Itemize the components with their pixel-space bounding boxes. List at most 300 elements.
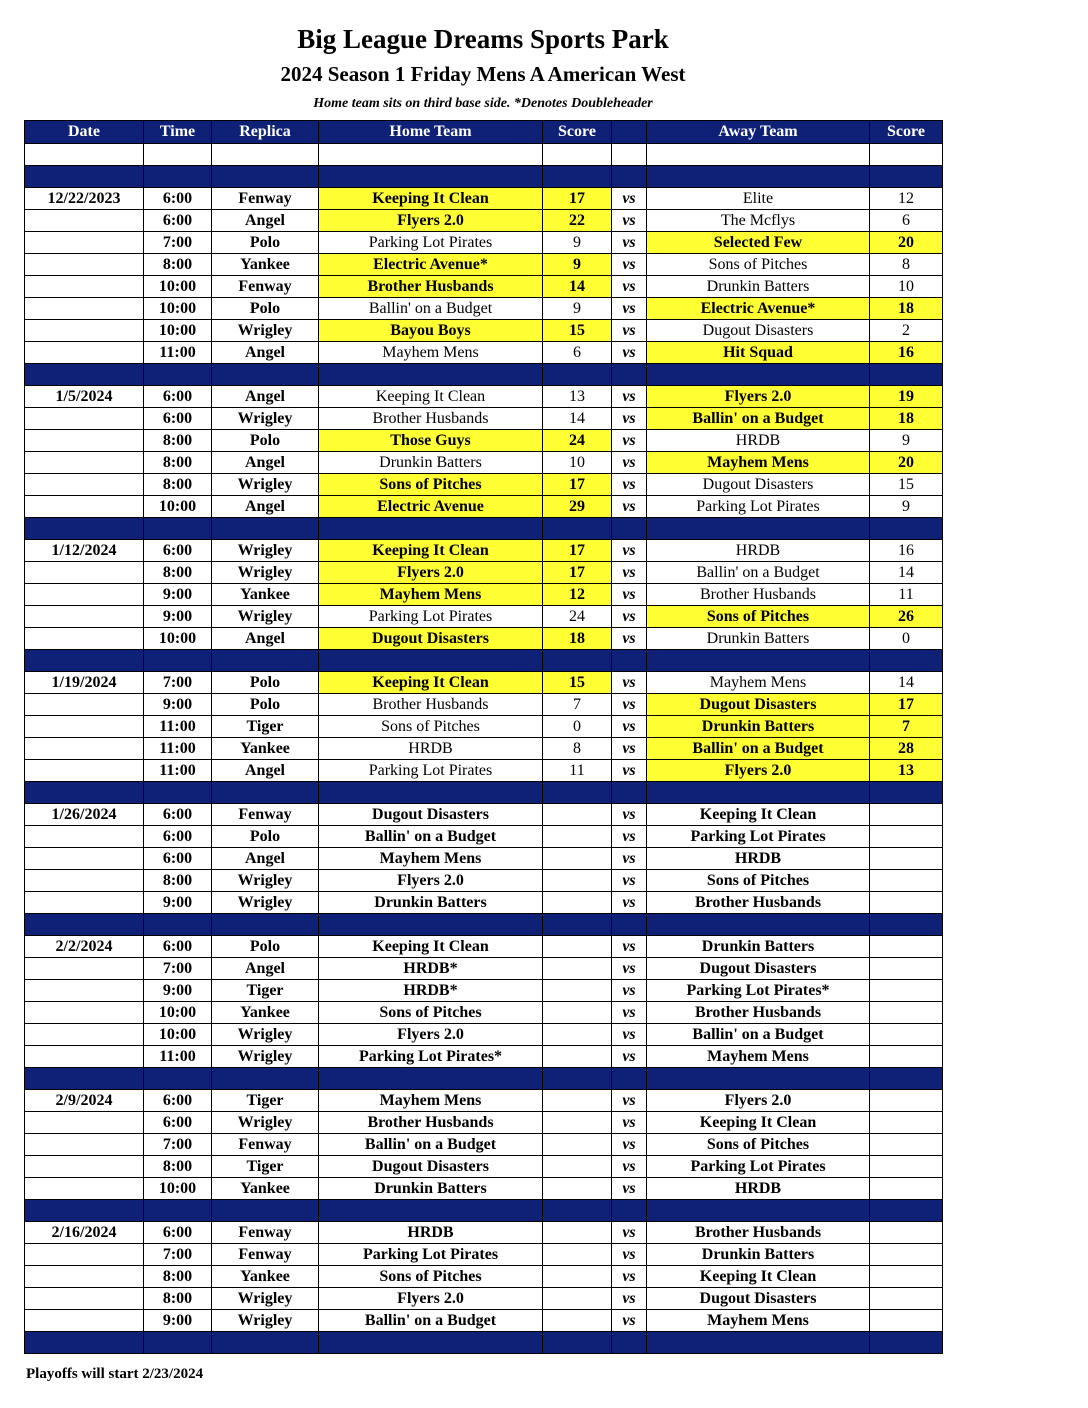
replica-cell: Wrigley: [212, 562, 319, 584]
home-team-cell: Flyers 2.0: [319, 870, 543, 892]
week-separator-cell: [647, 166, 870, 188]
away-team-cell: Sons of Pitches: [647, 1134, 870, 1156]
week-separator-cell: [144, 1068, 212, 1090]
time-cell: 6:00: [144, 1222, 212, 1244]
away-score-cell: [870, 1134, 943, 1156]
week-separator-cell: [543, 1068, 612, 1090]
replica-cell: Wrigley: [212, 1288, 319, 1310]
time-cell: 6:00: [144, 210, 212, 232]
week-separator-cell: [612, 1332, 647, 1354]
table-row: [25, 540, 943, 562]
week-separator-cell: [25, 364, 144, 386]
away-score-cell: 16: [870, 342, 943, 364]
date-cell: 1/26/2024: [25, 804, 144, 826]
table-row: [25, 254, 943, 276]
vs-cell: vs: [612, 232, 647, 254]
replica-cell: Polo: [212, 826, 319, 848]
date-cell: [25, 452, 144, 474]
replica-cell: Tiger: [212, 980, 319, 1002]
home-team-cell: Parking Lot Pirates*: [319, 1046, 543, 1068]
home-score-cell: [543, 848, 612, 870]
vs-cell: vs: [612, 1134, 647, 1156]
home-team-cell: Parking Lot Pirates: [319, 1244, 543, 1266]
week-separator-cell: [612, 364, 647, 386]
date-cell: [25, 1024, 144, 1046]
week-separator-cell: [319, 166, 543, 188]
home-score-cell: 6: [543, 342, 612, 364]
time-cell: 8:00: [144, 562, 212, 584]
home-team-cell: Ballin' on a Budget: [319, 1310, 543, 1332]
away-team-cell: Brother Husbands: [647, 892, 870, 914]
date-cell: [25, 1002, 144, 1024]
home-score-cell: 22: [543, 210, 612, 232]
col-header-time: Time: [144, 121, 212, 144]
blank-row-cell: [212, 144, 319, 166]
week-separator-cell: [144, 166, 212, 188]
away-team-cell: Dugout Disasters: [647, 474, 870, 496]
vs-cell: vs: [612, 1310, 647, 1332]
week-separator-cell: [647, 518, 870, 540]
time-cell: 8:00: [144, 870, 212, 892]
replica-cell: Wrigley: [212, 1310, 319, 1332]
date-cell: [25, 210, 144, 232]
home-team-cell: Ballin' on a Budget: [319, 826, 543, 848]
home-score-cell: [543, 1046, 612, 1068]
away-team-cell: Keeping It Clean: [647, 804, 870, 826]
schedule-body: [25, 144, 943, 1354]
time-cell: 11:00: [144, 760, 212, 782]
time-cell: 8:00: [144, 474, 212, 496]
week-separator-cell: [212, 518, 319, 540]
table-row: [25, 1002, 943, 1024]
time-cell: 11:00: [144, 1046, 212, 1068]
replica-cell: Wrigley: [212, 320, 319, 342]
table-row: [25, 210, 943, 232]
home-score-cell: 17: [543, 474, 612, 496]
home-score-cell: 0: [543, 716, 612, 738]
replica-cell: Polo: [212, 232, 319, 254]
home-score-cell: 29: [543, 496, 612, 518]
week-separator: [25, 166, 943, 188]
home-score-cell: [543, 1024, 612, 1046]
table-row: [25, 870, 943, 892]
vs-cell: vs: [612, 848, 647, 870]
away-score-cell: 16: [870, 540, 943, 562]
away-score-cell: 13: [870, 760, 943, 782]
week-separator-cell: [25, 1200, 144, 1222]
vs-cell: vs: [612, 562, 647, 584]
week-separator-cell: [212, 166, 319, 188]
vs-cell: vs: [612, 1024, 647, 1046]
table-row: [25, 1156, 943, 1178]
away-team-cell: Keeping It Clean: [647, 1112, 870, 1134]
replica-cell: Tiger: [212, 1156, 319, 1178]
date-cell: [25, 298, 144, 320]
table-row: [25, 1134, 943, 1156]
away-score-cell: [870, 1156, 943, 1178]
replica-cell: Fenway: [212, 1134, 319, 1156]
vs-cell: vs: [612, 298, 647, 320]
time-cell: 11:00: [144, 342, 212, 364]
vs-cell: vs: [612, 276, 647, 298]
week-separator-cell: [212, 914, 319, 936]
home-score-cell: [543, 826, 612, 848]
home-team-cell: Electric Avenue: [319, 496, 543, 518]
away-score-cell: 20: [870, 232, 943, 254]
date-cell: [25, 496, 144, 518]
away-team-cell: Parking Lot Pirates: [647, 826, 870, 848]
home-team-cell: Sons of Pitches: [319, 716, 543, 738]
week-separator-cell: [319, 1200, 543, 1222]
week-separator-cell: [144, 914, 212, 936]
home-team-cell: HRDB*: [319, 980, 543, 1002]
schedule-note: Home team sits on third base side. *Denotes Doubleheader: [313, 96, 653, 111]
week-separator-cell: [647, 914, 870, 936]
time-cell: 6:00: [144, 408, 212, 430]
vs-cell: vs: [612, 430, 647, 452]
away-score-cell: 28: [870, 738, 943, 760]
week-separator-cell: [144, 1332, 212, 1354]
date-cell: [25, 958, 144, 980]
away-team-cell: Electric Avenue*: [647, 298, 870, 320]
blank-row-cell: [319, 144, 543, 166]
home-team-cell: Ballin' on a Budget: [319, 1134, 543, 1156]
away-score-cell: 17: [870, 694, 943, 716]
table-row: [25, 474, 943, 496]
vs-cell: vs: [612, 320, 647, 342]
col-header-vs: [612, 121, 647, 144]
date-cell: [25, 1178, 144, 1200]
away-team-cell: Ballin' on a Budget: [647, 1024, 870, 1046]
home-team-cell: Mayhem Mens: [319, 342, 543, 364]
col-header-home-score: Score: [543, 121, 612, 144]
vs-cell: vs: [612, 342, 647, 364]
table-row: [25, 826, 943, 848]
away-score-cell: 8: [870, 254, 943, 276]
away-team-cell: Mayhem Mens: [647, 1046, 870, 1068]
time-cell: 9:00: [144, 606, 212, 628]
week-separator: [25, 1068, 943, 1090]
away-team-cell: Sons of Pitches: [647, 870, 870, 892]
date-cell: [25, 430, 144, 452]
home-score-cell: 18: [543, 628, 612, 650]
week-separator-cell: [25, 650, 144, 672]
week-separator-cell: [212, 1200, 319, 1222]
replica-cell: Fenway: [212, 1222, 319, 1244]
home-team-cell: Flyers 2.0: [319, 1288, 543, 1310]
time-cell: 10:00: [144, 320, 212, 342]
date-cell: [25, 1310, 144, 1332]
week-separator-cell: [870, 364, 943, 386]
time-cell: 10:00: [144, 1002, 212, 1024]
home-score-cell: 17: [543, 188, 612, 210]
week-separator-cell: [319, 518, 543, 540]
time-cell: 6:00: [144, 936, 212, 958]
week-separator-cell: [144, 1200, 212, 1222]
vs-cell: vs: [612, 694, 647, 716]
replica-cell: Yankee: [212, 738, 319, 760]
away-team-cell: Ballin' on a Budget: [647, 738, 870, 760]
away-score-cell: 9: [870, 430, 943, 452]
vs-cell: vs: [612, 386, 647, 408]
home-score-cell: [543, 804, 612, 826]
date-cell: [25, 826, 144, 848]
date-cell: [25, 738, 144, 760]
blank-row-cell: [144, 144, 212, 166]
week-separator-cell: [543, 1332, 612, 1354]
week-separator-cell: [612, 650, 647, 672]
time-cell: 9:00: [144, 980, 212, 1002]
home-score-cell: 8: [543, 738, 612, 760]
home-score-cell: [543, 1178, 612, 1200]
date-cell: [25, 276, 144, 298]
week-separator-cell: [612, 166, 647, 188]
home-score-cell: 13: [543, 386, 612, 408]
blank-row: [25, 144, 943, 166]
table-row: [25, 1288, 943, 1310]
week-separator-cell: [319, 650, 543, 672]
away-score-cell: [870, 826, 943, 848]
away-score-cell: [870, 892, 943, 914]
home-score-cell: [543, 1090, 612, 1112]
page-subtitle: 2024 Season 1 Friday Mens A American West: [280, 62, 686, 86]
home-team-cell: Those Guys: [319, 430, 543, 452]
away-team-cell: Drunkin Batters: [647, 1244, 870, 1266]
table-row: [25, 408, 943, 430]
table-row: [25, 386, 943, 408]
home-score-cell: [543, 980, 612, 1002]
table-row: [25, 1178, 943, 1200]
vs-cell: vs: [612, 1112, 647, 1134]
replica-cell: Angel: [212, 452, 319, 474]
table-row: [25, 1112, 943, 1134]
replica-cell: Wrigley: [212, 474, 319, 496]
time-cell: 9:00: [144, 1310, 212, 1332]
replica-cell: Yankee: [212, 584, 319, 606]
date-cell: [25, 716, 144, 738]
home-team-cell: HRDB: [319, 1222, 543, 1244]
home-score-cell: 11: [543, 760, 612, 782]
week-separator-cell: [144, 364, 212, 386]
home-score-cell: 9: [543, 298, 612, 320]
week-separator-cell: [144, 650, 212, 672]
week-separator-cell: [543, 166, 612, 188]
replica-cell: Angel: [212, 342, 319, 364]
away-team-cell: Flyers 2.0: [647, 386, 870, 408]
vs-cell: vs: [612, 1222, 647, 1244]
time-cell: 7:00: [144, 1244, 212, 1266]
vs-cell: vs: [612, 474, 647, 496]
page-title: Big League Dreams Sports Park: [297, 24, 669, 54]
away-score-cell: 6: [870, 210, 943, 232]
away-score-cell: 18: [870, 298, 943, 320]
week-separator-cell: [25, 782, 144, 804]
time-cell: 10:00: [144, 1024, 212, 1046]
home-score-cell: [543, 1288, 612, 1310]
replica-cell: Wrigley: [212, 1024, 319, 1046]
away-team-cell: Brother Husbands: [647, 1002, 870, 1024]
vs-cell: vs: [612, 1178, 647, 1200]
replica-cell: Yankee: [212, 1002, 319, 1024]
home-score-cell: 10: [543, 452, 612, 474]
away-score-cell: [870, 958, 943, 980]
col-header-replica: Replica: [212, 121, 319, 144]
week-separator-cell: [25, 166, 144, 188]
replica-cell: Yankee: [212, 1178, 319, 1200]
time-cell: 6:00: [144, 540, 212, 562]
away-score-cell: [870, 848, 943, 870]
replica-cell: Fenway: [212, 1244, 319, 1266]
away-score-cell: [870, 1244, 943, 1266]
table-row: [25, 584, 943, 606]
replica-cell: Angel: [212, 386, 319, 408]
home-team-cell: Electric Avenue*: [319, 254, 543, 276]
home-team-cell: Keeping It Clean: [319, 936, 543, 958]
playoffs-note: Playoffs will start 2/23/2024: [26, 1366, 204, 1382]
home-score-cell: [543, 892, 612, 914]
week-separator-cell: [612, 782, 647, 804]
week-separator-cell: [647, 1068, 870, 1090]
vs-cell: vs: [612, 1288, 647, 1310]
replica-cell: Wrigley: [212, 1112, 319, 1134]
away-team-cell: Brother Husbands: [647, 1222, 870, 1244]
week-separator-cell: [144, 782, 212, 804]
vs-cell: vs: [612, 1156, 647, 1178]
date-cell: [25, 892, 144, 914]
week-separator-cell: [319, 1332, 543, 1354]
col-header-date: Date: [25, 121, 144, 144]
week-separator-cell: [647, 782, 870, 804]
time-cell: 6:00: [144, 826, 212, 848]
home-team-cell: Ballin' on a Budget: [319, 298, 543, 320]
home-team-cell: HRDB: [319, 738, 543, 760]
away-team-cell: Mayhem Mens: [647, 1310, 870, 1332]
replica-cell: Polo: [212, 298, 319, 320]
time-cell: 7:00: [144, 958, 212, 980]
away-team-cell: HRDB: [647, 430, 870, 452]
week-separator-cell: [612, 1200, 647, 1222]
away-score-cell: 11: [870, 584, 943, 606]
week-separator-cell: [543, 914, 612, 936]
away-score-cell: 14: [870, 672, 943, 694]
vs-cell: vs: [612, 936, 647, 958]
table-row: [25, 1090, 943, 1112]
home-team-cell: Parking Lot Pirates: [319, 232, 543, 254]
vs-cell: vs: [612, 980, 647, 1002]
away-team-cell: Elite: [647, 188, 870, 210]
away-score-cell: [870, 1046, 943, 1068]
date-cell: [25, 474, 144, 496]
time-cell: 6:00: [144, 1112, 212, 1134]
table-row: [25, 694, 943, 716]
date-cell: [25, 320, 144, 342]
home-team-cell: Keeping It Clean: [319, 188, 543, 210]
date-cell: [25, 254, 144, 276]
table-row: [25, 936, 943, 958]
time-cell: 11:00: [144, 738, 212, 760]
week-separator-cell: [212, 1068, 319, 1090]
table-row: [25, 606, 943, 628]
replica-cell: Angel: [212, 848, 319, 870]
week-separator-cell: [543, 782, 612, 804]
table-row: [25, 716, 943, 738]
time-cell: 10:00: [144, 298, 212, 320]
table-row: [25, 628, 943, 650]
home-score-cell: 7: [543, 694, 612, 716]
date-cell: 12/22/2023: [25, 188, 144, 210]
time-cell: 8:00: [144, 1156, 212, 1178]
away-team-cell: Dugout Disasters: [647, 320, 870, 342]
away-team-cell: HRDB: [647, 540, 870, 562]
vs-cell: vs: [612, 584, 647, 606]
time-cell: 9:00: [144, 892, 212, 914]
home-score-cell: 14: [543, 276, 612, 298]
away-team-cell: Drunkin Batters: [647, 936, 870, 958]
home-team-cell: Parking Lot Pirates: [319, 760, 543, 782]
home-team-cell: Brother Husbands: [319, 1112, 543, 1134]
vs-cell: vs: [612, 870, 647, 892]
table-row: [25, 188, 943, 210]
date-cell: [25, 1134, 144, 1156]
table-row: [25, 804, 943, 826]
vs-cell: vs: [612, 1244, 647, 1266]
date-cell: 2/9/2024: [25, 1090, 144, 1112]
vs-cell: vs: [612, 760, 647, 782]
table-row: [25, 342, 943, 364]
away-team-cell: Sons of Pitches: [647, 606, 870, 628]
week-separator-cell: [870, 518, 943, 540]
replica-cell: Tiger: [212, 1090, 319, 1112]
away-score-cell: 20: [870, 452, 943, 474]
vs-cell: vs: [612, 540, 647, 562]
away-score-cell: [870, 1112, 943, 1134]
replica-cell: Wrigley: [212, 540, 319, 562]
date-cell: [25, 1046, 144, 1068]
week-separator-cell: [212, 650, 319, 672]
date-cell: [25, 694, 144, 716]
home-team-cell: Flyers 2.0: [319, 562, 543, 584]
vs-cell: vs: [612, 1002, 647, 1024]
week-separator-cell: [212, 782, 319, 804]
vs-cell: vs: [612, 606, 647, 628]
date-cell: [25, 606, 144, 628]
away-team-cell: Parking Lot Pirates*: [647, 980, 870, 1002]
home-team-cell: Sons of Pitches: [319, 474, 543, 496]
home-team-cell: Mayhem Mens: [319, 848, 543, 870]
away-team-cell: Parking Lot Pirates: [647, 1156, 870, 1178]
vs-cell: vs: [612, 188, 647, 210]
table-row: [25, 1024, 943, 1046]
time-cell: 10:00: [144, 496, 212, 518]
blank-row-cell: [870, 144, 943, 166]
table-row: [25, 892, 943, 914]
away-score-cell: [870, 936, 943, 958]
away-score-cell: 26: [870, 606, 943, 628]
time-cell: 11:00: [144, 716, 212, 738]
week-separator-cell: [870, 782, 943, 804]
week-separator-cell: [870, 166, 943, 188]
home-team-cell: Keeping It Clean: [319, 386, 543, 408]
vs-cell: vs: [612, 672, 647, 694]
replica-cell: Yankee: [212, 254, 319, 276]
week-separator-cell: [870, 650, 943, 672]
table-row: [25, 958, 943, 980]
date-cell: [25, 562, 144, 584]
home-score-cell: [543, 1134, 612, 1156]
home-score-cell: [543, 1310, 612, 1332]
week-separator-cell: [870, 914, 943, 936]
table-row: [25, 232, 943, 254]
